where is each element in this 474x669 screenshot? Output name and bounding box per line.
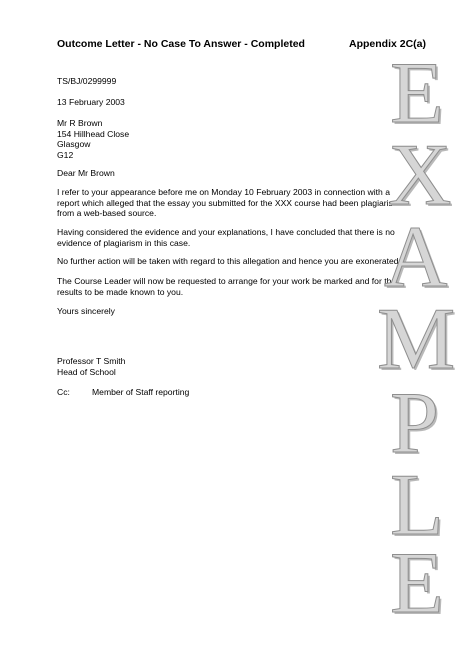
watermark-letter: P bbox=[390, 375, 439, 472]
watermark-letter: A bbox=[384, 209, 448, 306]
paragraph-line: I refer to your appearance before me on Monday 10 February 2003 in connection with a bbox=[57, 187, 390, 197]
paragraph-line: evidence of plagiarism in this case. bbox=[57, 237, 191, 248]
address-line: 154 Hillhead Close bbox=[57, 128, 130, 139]
watermark-letter: L bbox=[390, 457, 444, 554]
signatory-name: Professor T Smith bbox=[57, 356, 126, 366]
reference-number: TS/BJ/0299999 bbox=[57, 76, 117, 86]
watermark-letter: X bbox=[388, 127, 452, 224]
paragraph-line: Having considered the evidence and your explanations, I have concluded that there is no bbox=[57, 227, 395, 237]
salutation: Dear Mr Brown bbox=[57, 168, 115, 178]
paragraph-line: from a web-based source. bbox=[57, 208, 157, 218]
paragraph-line: No further action will be taken with regard to this allegation and hence you are exonerated. bbox=[57, 256, 401, 266]
address-line: G12 bbox=[57, 149, 74, 160]
paragraph-line: results to be made known to you. bbox=[57, 286, 184, 297]
watermark-letter: E bbox=[390, 45, 444, 142]
watermark-letter: E bbox=[390, 535, 444, 632]
cc-label: Cc: bbox=[57, 387, 70, 397]
address-line: Glasgow bbox=[57, 139, 91, 149]
watermark-letter: M bbox=[377, 291, 456, 388]
signatory-title: Head of School bbox=[57, 366, 116, 377]
cc-recipient: Member of Staff reporting bbox=[92, 387, 190, 397]
address-line: Mr R Brown bbox=[57, 118, 103, 128]
appendix-label: Appendix 2C(a) bbox=[349, 38, 427, 50]
paragraph-line: The Course Leader will now be requested to arrange for your work be marked and for the bbox=[57, 276, 397, 286]
letter-heading: Outcome Letter - No Case To Answer - Completed bbox=[57, 38, 305, 50]
closing: Yours sincerely bbox=[57, 306, 115, 316]
letter-date: 13 February 2003 bbox=[57, 97, 125, 107]
paragraph-line: report which alleged that the essay you submitted for the XXX course had been plagiarised bbox=[57, 197, 403, 208]
